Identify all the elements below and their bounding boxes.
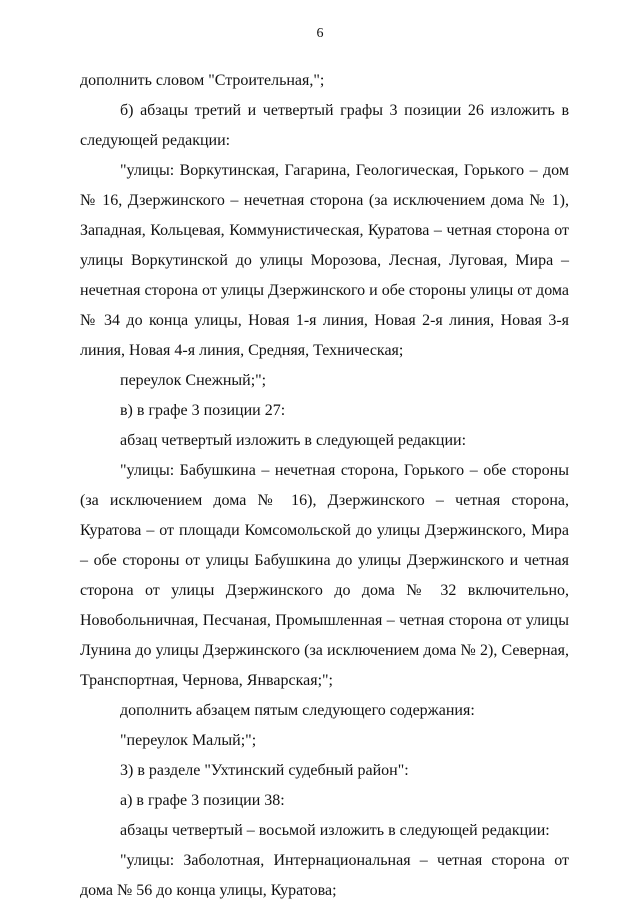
- paragraph: "переулок Малый;";: [120, 732, 257, 749]
- page-number: 6: [316, 26, 324, 41]
- paragraph: а) в графе 3 позиции 38:: [120, 792, 285, 809]
- paragraph: "улицы: Заболотная, Интернациональная – четная сторона от дома № 56 до конца улицы, Куратова;: [80, 852, 569, 899]
- paragraph: абзац четвертый изложить в следующей редакции:: [120, 432, 467, 449]
- paragraph: б) абзацы третий и четвертый графы 3 позиции 26 изложить в следующей редакции:: [80, 102, 569, 149]
- paragraph: "улицы: Бабушкина – нечетная сторона, Горького – обе стороны (за исключением дома № 16), Дзержинского – четная сторона, Куратова – от площади Комсомольской до улицы Дзержинского, Мира – обе стороны от улицы Бабушкина до улицы Дзержинского и четная сторона от улицы Дзержинского до дома № 32 включительно, Новобольничная, Песчаная, Промышленная – четная сторона от улицы Лунина до улицы Дзержинского (за исключением дома № 2), Северная, Транспортная, Чернова, Январская;";: [80, 462, 569, 689]
- paragraph: переулок Снежный;";: [120, 372, 267, 389]
- paragraph: дополнить абзацем пятым следующего содержания:: [120, 702, 475, 719]
- paragraph: 3) в разделе "Ухтинский судебный район":: [120, 762, 409, 779]
- paragraph: дополнить словом "Строительная,";: [80, 72, 325, 89]
- document-body: [80, 66, 569, 906]
- paragraph: абзацы четвертый – восьмой изложить в следующей редакции:: [120, 822, 550, 839]
- paragraph: в) в графе 3 позиции 27:: [120, 402, 286, 419]
- paragraph: "улицы: Воркутинская, Гагарина, Геологическая, Горького – дом № 16, Дзержинского – нечетная сторона (за исключением дома № 1), Западная, Кольцевая, Коммунистическая, Куратова – четная сторона от улицы Воркутинской до улицы Морозова, Лесная, Луговая, Мира – нечетная сторона от улицы Дзержинского и обе стороны улицы от дома № 34 до конца улицы, Новая 1-я линия, Новая 2-я линия, Новая 3-я линия, Новая 4-я линия, Средняя, Техническая;: [80, 162, 569, 359]
